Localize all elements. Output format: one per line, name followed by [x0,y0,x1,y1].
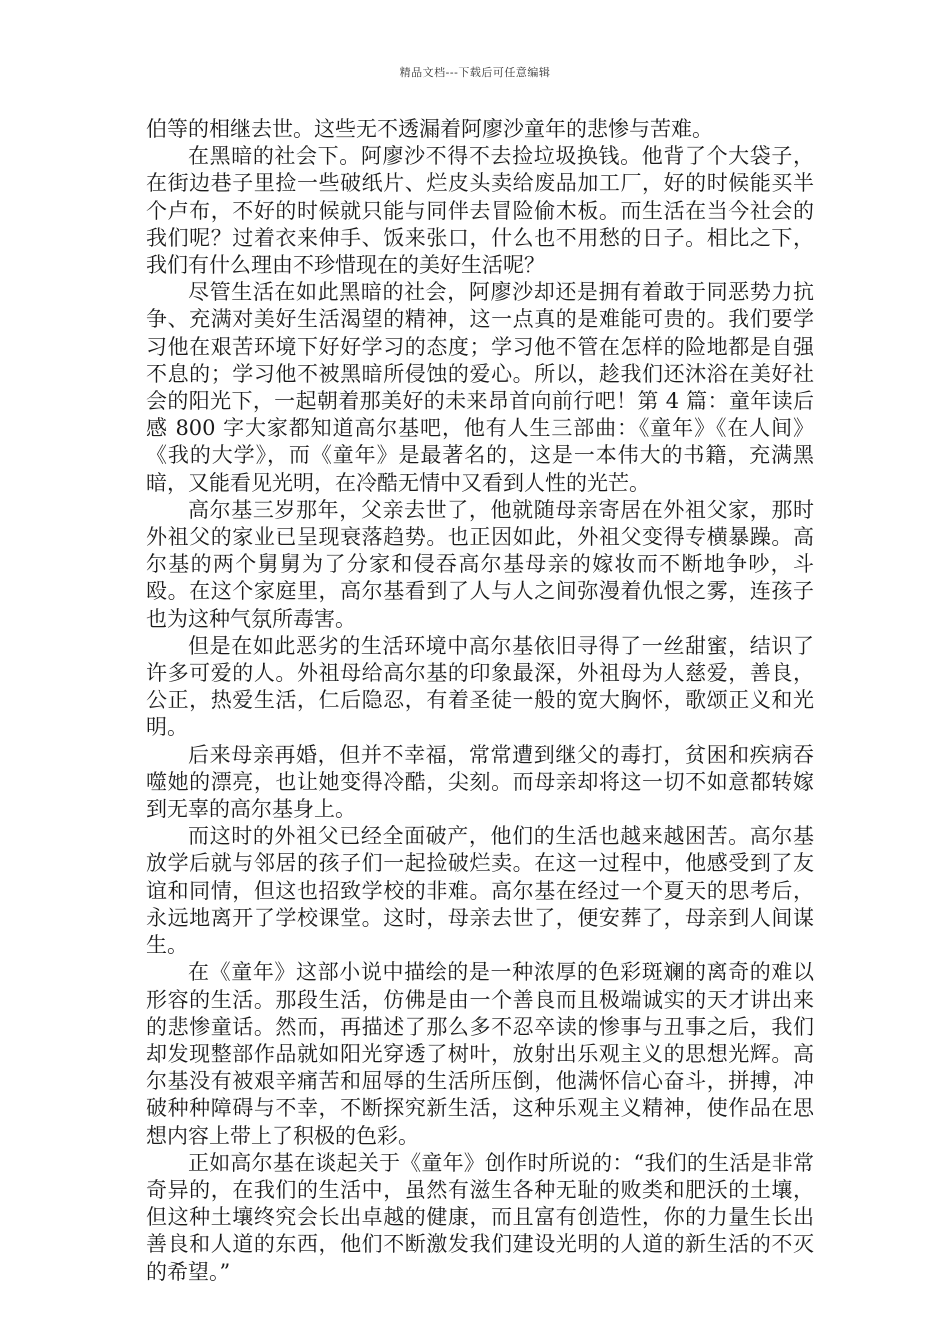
page-header: 精品文档---下载后可任意编辑 [399,66,551,79]
document-body [146,116,814,1286]
paragraph: 后来母亲再婚，但并不幸福，常常遭到继父的毒打，贫困和疾病吞噬她的漂亮，也让她变得冷酷，尖刻。而母亲却将这一切不如意都转嫁到无辜的高尔基身上。 [146,742,814,822]
paragraph: 伯等的相继去世。这些无不透漏着阿廖沙童年的悲惨与苦难。 [146,117,713,141]
paragraph: 在黑暗的社会下。阿廖沙不得不去捡垃圾换钱。他背了个大袋子，在街边巷子里捡一些破纸片、烂皮头卖给废品加工厂，好的时候能买半个卢布，不好的时候就只能与同伴去冒险偷木板。而生活在当今社会的我们呢？过着衣来伸手、饭来张口，什么也不用愁的日子。相比之下，我们有什么理由不珍惜现在的美好生活呢？ [146,144,814,278]
paragraph: 正如高尔基在谈起关于《童年》创作时所说的：“我们的生活是非常奇异的，在我们的生活中，虽然有滋生各种无耻的败类和肥沃的土壤，但这种土壤终究会长出卓越的健康，而且富有创造性，你的力量生长出善良和人道的东西，他们不断激发我们建设光明的人道的新生活的不灭的希望。” [146,1150,814,1284]
paragraph: 高尔基三岁那年，父亲去世了，他就随母亲寄居在外祖父家，那时外祖父的家业已呈现衰落趋势。也正因如此，外祖父变得专横暴躁。高尔基的两个舅舅为了分家和侵吞高尔基母亲的嫁妆而不断地争吵，斗殴。在这个家庭里，高尔基看到了人与人之间弥漫着仇恨之雾，连孩子也为这种气氛所毒害。 [146,497,814,631]
paragraph: 但是在如此恶劣的生活环境中高尔基依旧寻得了一丝甜蜜，结识了许多可爱的人。外祖母给高尔基的印象最深，外祖母为人慈爱，善良，公正，热爱生活，仁后隐忍，有着圣徒一般的宽大胸怀，歌颂正义和光明。 [146,633,814,740]
paragraph: 在《童年》这部小说中描绘的是一种浓厚的色彩斑斓的离奇的难以形容的生活。那段生活，仿佛是由一个善良而且极端诚实的天才讲出来的悲惨童话。然而，再描述了那么多不忍卒读的惨事与丑事之后，我们却发现整部作品就如阳光穿透了树叶，放射出乐观主义的思想光辉。高尔基没有被艰辛痛苦和屈辱的生活所压倒，他满怀信心奋斗，拼搏，冲破种种障碍与不幸，不断探究新生活，这种乐观主义精神，使作品在思想内容上带上了积极的色彩。 [146,960,814,1148]
paragraph: 尽管生活在如此黑暗的社会，阿廖沙却还是拥有着敢于同恶势力抗争、充满对美好生活渴望的精神，这一点真的是难能可贵的。我们要学习他在艰苦环境下好好学习的态度；学习他不管在怎样的险地都是自强不息的；学习他不被黑暗所侵蚀的爱心。所以，趁我们还沐浴在美好社会的阳光下，一起朝着那美好的未来昂首向前行吧！第 4 篇：童年读后感 800 字大家都知道高尔基吧，他有人生三部曲：《童年》《在人间》《我的大学》，而《童年》是最著名的，这是一本伟大的书籍，充满黑暗，又能看见光明，在冷酷无情中又看到人性的光芒。 [146,280,814,495]
paragraph: 而这时的外祖父已经全面破产，他们的生活也越来越困苦。高尔基放学后就与邻居的孩子们一起捡破烂卖。在这一过程中，他感受到了友谊和同情，但这也招致学校的非难。高尔基在经过一个夏天的思考后，永远地离开了学校课堂。这时，母亲去世了，便安葬了，母亲到人间谋生。 [146,824,814,958]
